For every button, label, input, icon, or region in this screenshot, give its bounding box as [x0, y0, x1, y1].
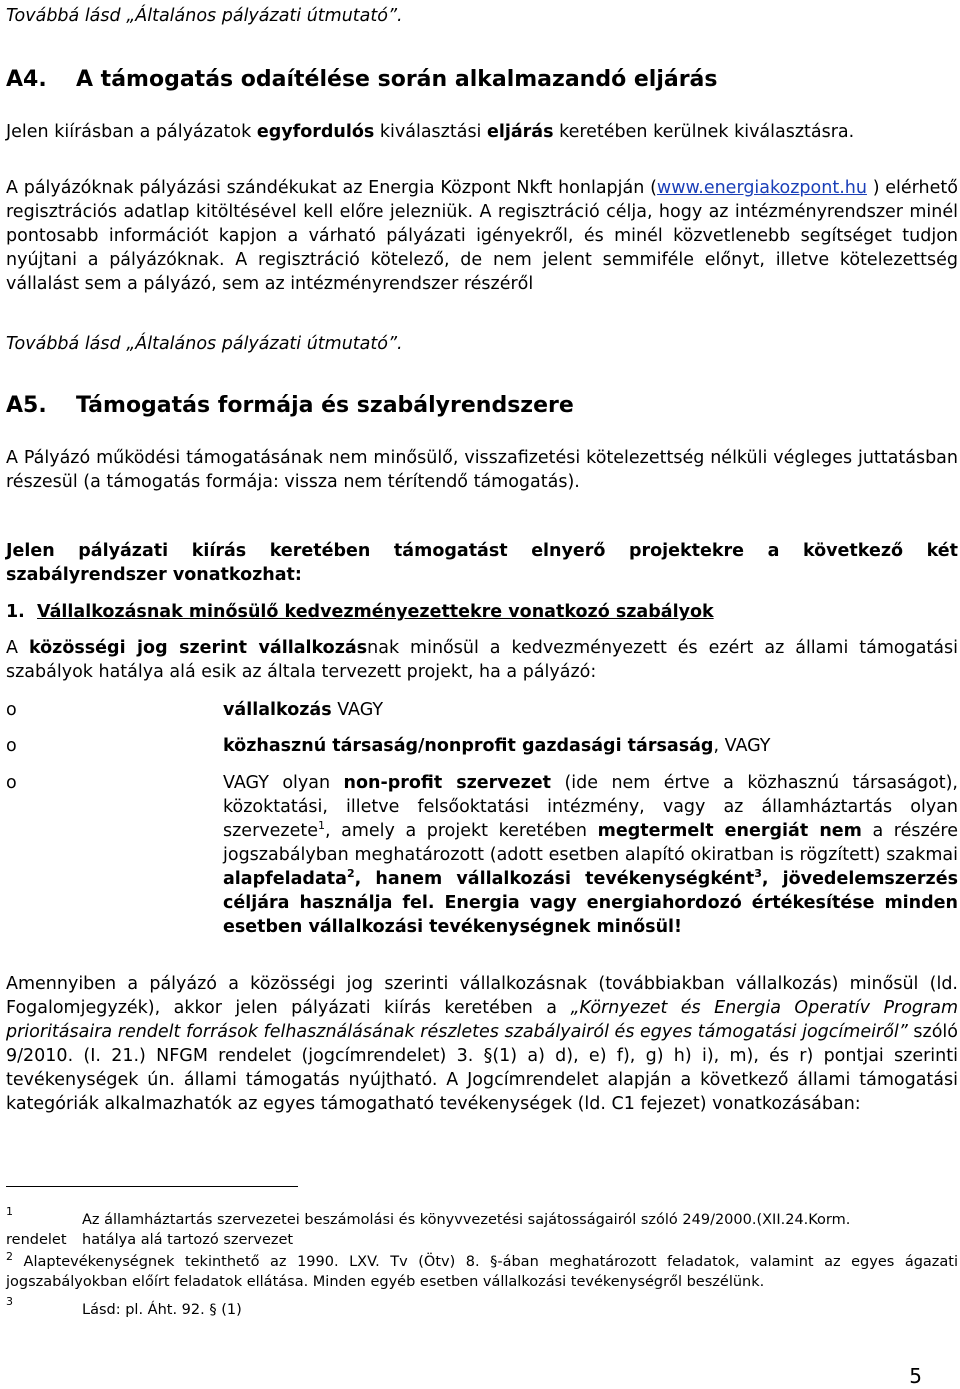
section-a4-heading [6, 66, 718, 94]
criteria-list [6, 698, 958, 939]
text: kiválasztási [374, 122, 487, 142]
text: nak minősül a kedvezményezett és ezért az állami támogatási szabályok hatálya alá esik az általa tervezett projekt, ha a pályázó: [6, 638, 958, 682]
bullet-marker: o [6, 700, 17, 720]
bullet-marker: o [6, 773, 17, 793]
subsection-number: 1. [6, 602, 25, 622]
list-item [6, 734, 958, 771]
bold-text: közösségi jog szerint vállalkozás [28, 638, 368, 658]
footnote-3: 3 Lásd: pl. Áht. 92. § (1) [6, 1295, 242, 1318]
a4-paragraph-1 [6, 120, 958, 144]
footnote-text: rendelet [6, 1232, 67, 1248]
website-link[interactable]: www.energiakozpont.hu [656, 178, 867, 198]
bold-text: közhasznú társaság/nonprofit gazdasági társaság [223, 736, 714, 756]
text: Amennyiben a pályázó a közösségi jog szerinti vállalkozásnak (továbbiakban vállalkozás) minősül (ld. Fogalomjegyzék), akkor jelen pályázati kiírás keretében a [6, 974, 958, 1018]
text: Jelen kiírásban a pályázatok [6, 122, 257, 142]
footnote-ref[interactable]: 1 [317, 819, 325, 833]
a5-paragraph-4 [6, 972, 958, 1116]
section-title: Támogatás formája és szabályrendszere [76, 393, 574, 418]
footnote-2 [6, 1252, 958, 1292]
subsection-title: Vállalkozásnak minősülő kedvezményezettekre vonatkozó szabályok [37, 602, 714, 622]
section-title: A támogatás odaítélése során alkalmazandó eljárás [76, 67, 718, 92]
bold-text: alapfeladata [223, 869, 347, 889]
text: VAGY [331, 700, 384, 720]
bullet-marker: o [6, 736, 17, 756]
bold-text: vállalkozás [223, 700, 332, 720]
footnote-ref[interactable]: 3 [754, 867, 762, 881]
a4-paragraph-2 [6, 176, 958, 296]
section-number: A5. [6, 393, 47, 418]
bold-text: eljárás [486, 122, 554, 142]
a5-paragraph-2: Jelen pályázati kiírás keretében támogatást elnyerő projektekre a következő két szabályrendszer vonatkozhat: [6, 541, 958, 585]
a5-paragraph-1: A Pályázó működési támogatásának nem minősülő, visszafizetési kötelezettség nélküli végleges juttatásban részesül (a támogatás formája: vissza nem térítendő támogatás). [6, 448, 958, 492]
page-number: 5 [909, 1364, 922, 1388]
text: szóló 9/2010. (I. 21.) NFGM rendelet (jogcímrendelet) 3. §(1) a) d), e) f), g) h) i), m), és r) pontjai szerinti tevékenységek ún. állami támogatás nyújtható. A Jogcímrendelet alapján a következő állami támogatási kategóriák alkalmazhatók az egyes támogatható tevékenységek (ld. C1 fejezet) vonatkozásában: [6, 1022, 958, 1114]
text: (ide nem értve a közhasznú társaságot), közoktatási, illetve felsőoktatási intézmény, vagy az államháztartás olyan szervezete [223, 773, 958, 841]
footnote-text: hatálya alá tartozó szervezet [82, 1232, 294, 1248]
text: A [6, 638, 29, 658]
bold-text: megtermelt energiát nem [597, 821, 862, 841]
text: A pályázóknak pályázási szándékukat az Energia Központ Nkft honlapján ( [6, 178, 657, 198]
a5-paragraph-3 [6, 636, 958, 684]
footnote-1: 1 Az államháztartás szervezetei beszámolási és könyvvezetési sajátosságairól szóló 249/2000.(XII.24.Korm. rendelet hatálya alá tartozó szervezet [6, 1208, 958, 1248]
text: VAGY olyan [223, 773, 344, 793]
reference-note-top: Továbbá lásd „Általános pályázati útmutató”. [6, 6, 403, 26]
footnote-number: 2 [6, 1250, 13, 1264]
text: , VAGY [713, 736, 771, 756]
list-item [6, 698, 958, 734]
footnote-divider [6, 1186, 298, 1187]
italic-text: „Környezet és Energia Operatív Program prioritásaira rendelt források felhasználásának részletes szabályairól és egyes támogatási jogcímeiről” [6, 998, 959, 1042]
text: keretében kerülnek kiválasztásra. [553, 122, 855, 142]
section-a5-heading [6, 392, 574, 420]
text: a részére jogszabályban meghatározott (adott esetben alapító okiratban is rögzített) szakmai [223, 821, 958, 865]
list-item [6, 771, 958, 939]
footnote-text: Lásd: pl. Áht. 92. § (1) [82, 1302, 242, 1318]
reference-note: Továbbá lásd „Általános pályázati útmutató”. [6, 334, 403, 354]
footnote-ref[interactable]: 2 [346, 867, 355, 881]
subsection-1-heading [6, 600, 958, 624]
bold-text: non-profit szervezet [343, 773, 551, 793]
section-number: A4. [6, 67, 47, 92]
bold-text: , jövedelemszerzés céljára használja fel. Energia vagy energiahordozó értékesítése minden esetben vállalkozási tevékenységnek minősül! [223, 869, 959, 937]
bold-text: , hanem vállalkozási tevékenységként [354, 869, 755, 889]
bold-text: egyfordulós [256, 122, 375, 142]
text: , amely a projekt keretében [324, 821, 598, 841]
text: ) elérhető regisztrációs adatlap kitöltésével kell előre jelezniük. A regisztráció célja, hogy az intézményrendszer minél pontosabb információt kapjon a várható pályázati igényekről, és minél közvetlenebb segítséget tudjon nyújtani a pályázóknak. A regisztráció kötelező, de nem jelent semmiféle előnyt, illetve kötelezettség vállalást sem a pályázó, sem az intézményrendszer részéről [6, 178, 958, 294]
footnote-text: Az államháztartás szervezetei beszámolási és könyvvezetési sajátosságairól szóló 249/2000.(XII.24.Korm. [82, 1212, 851, 1228]
footnote-text: Alaptevékenységnek tekinthető az 1990. LXV. Tv (Ötv) 8. §-ában meghatározott feladatok, valamint az egyes ágazati jogszabályokban előírt feladatok ellátása. Minden egyéb esetben vállalkozási tevékenységről beszélünk. [6, 1254, 959, 1290]
